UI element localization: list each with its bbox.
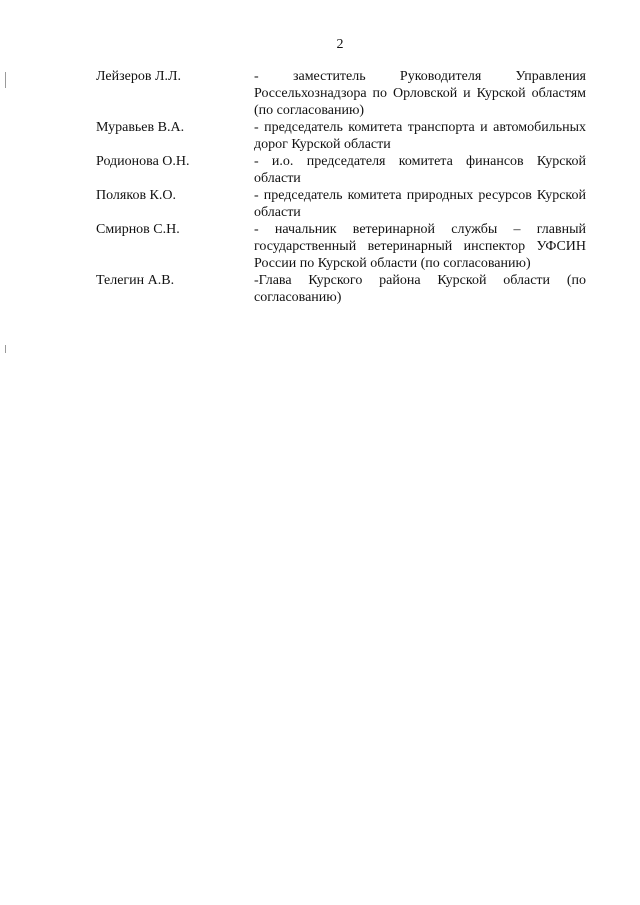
member-name: Смирнов С.Н. [96,222,180,237]
member-role: - председатель комитета природных ресурсов Курской области [254,188,586,220]
member-name: Телегин А.В. [96,273,175,288]
member-name: Родионова О.Н. [96,154,190,169]
member-row [96,153,586,187]
member-row [96,187,586,221]
member-role: - начальник ветеринарной службы – главный государственный ветеринарный инспектор УФСИН России по Курской области (по согласованию) [254,222,586,271]
member-row [96,119,586,153]
scan-edge-mark [5,345,6,353]
member-row [96,221,586,272]
member-name: Муравьев В.А. [96,120,185,135]
member-role: - председатель комитета транспорта и автомобильных дорог Курской области [254,120,586,152]
member-name: Лейзеров Л.Л. [96,69,181,84]
members-list [96,68,586,306]
member-row [96,272,586,306]
page-number: 2 [336,37,344,52]
scan-edge-mark [5,72,6,88]
member-name: Поляков К.О. [96,188,177,203]
member-role: - и.о. председателя комитета финансов Курской области [254,154,586,186]
member-row [96,68,586,119]
member-role: - заместитель Руководителя Управления Россельхознадзора по Орловской и Курской областям (по согласованию) [254,69,586,118]
member-role: -Глава Курского района Курской области (по согласованию) [254,273,586,305]
